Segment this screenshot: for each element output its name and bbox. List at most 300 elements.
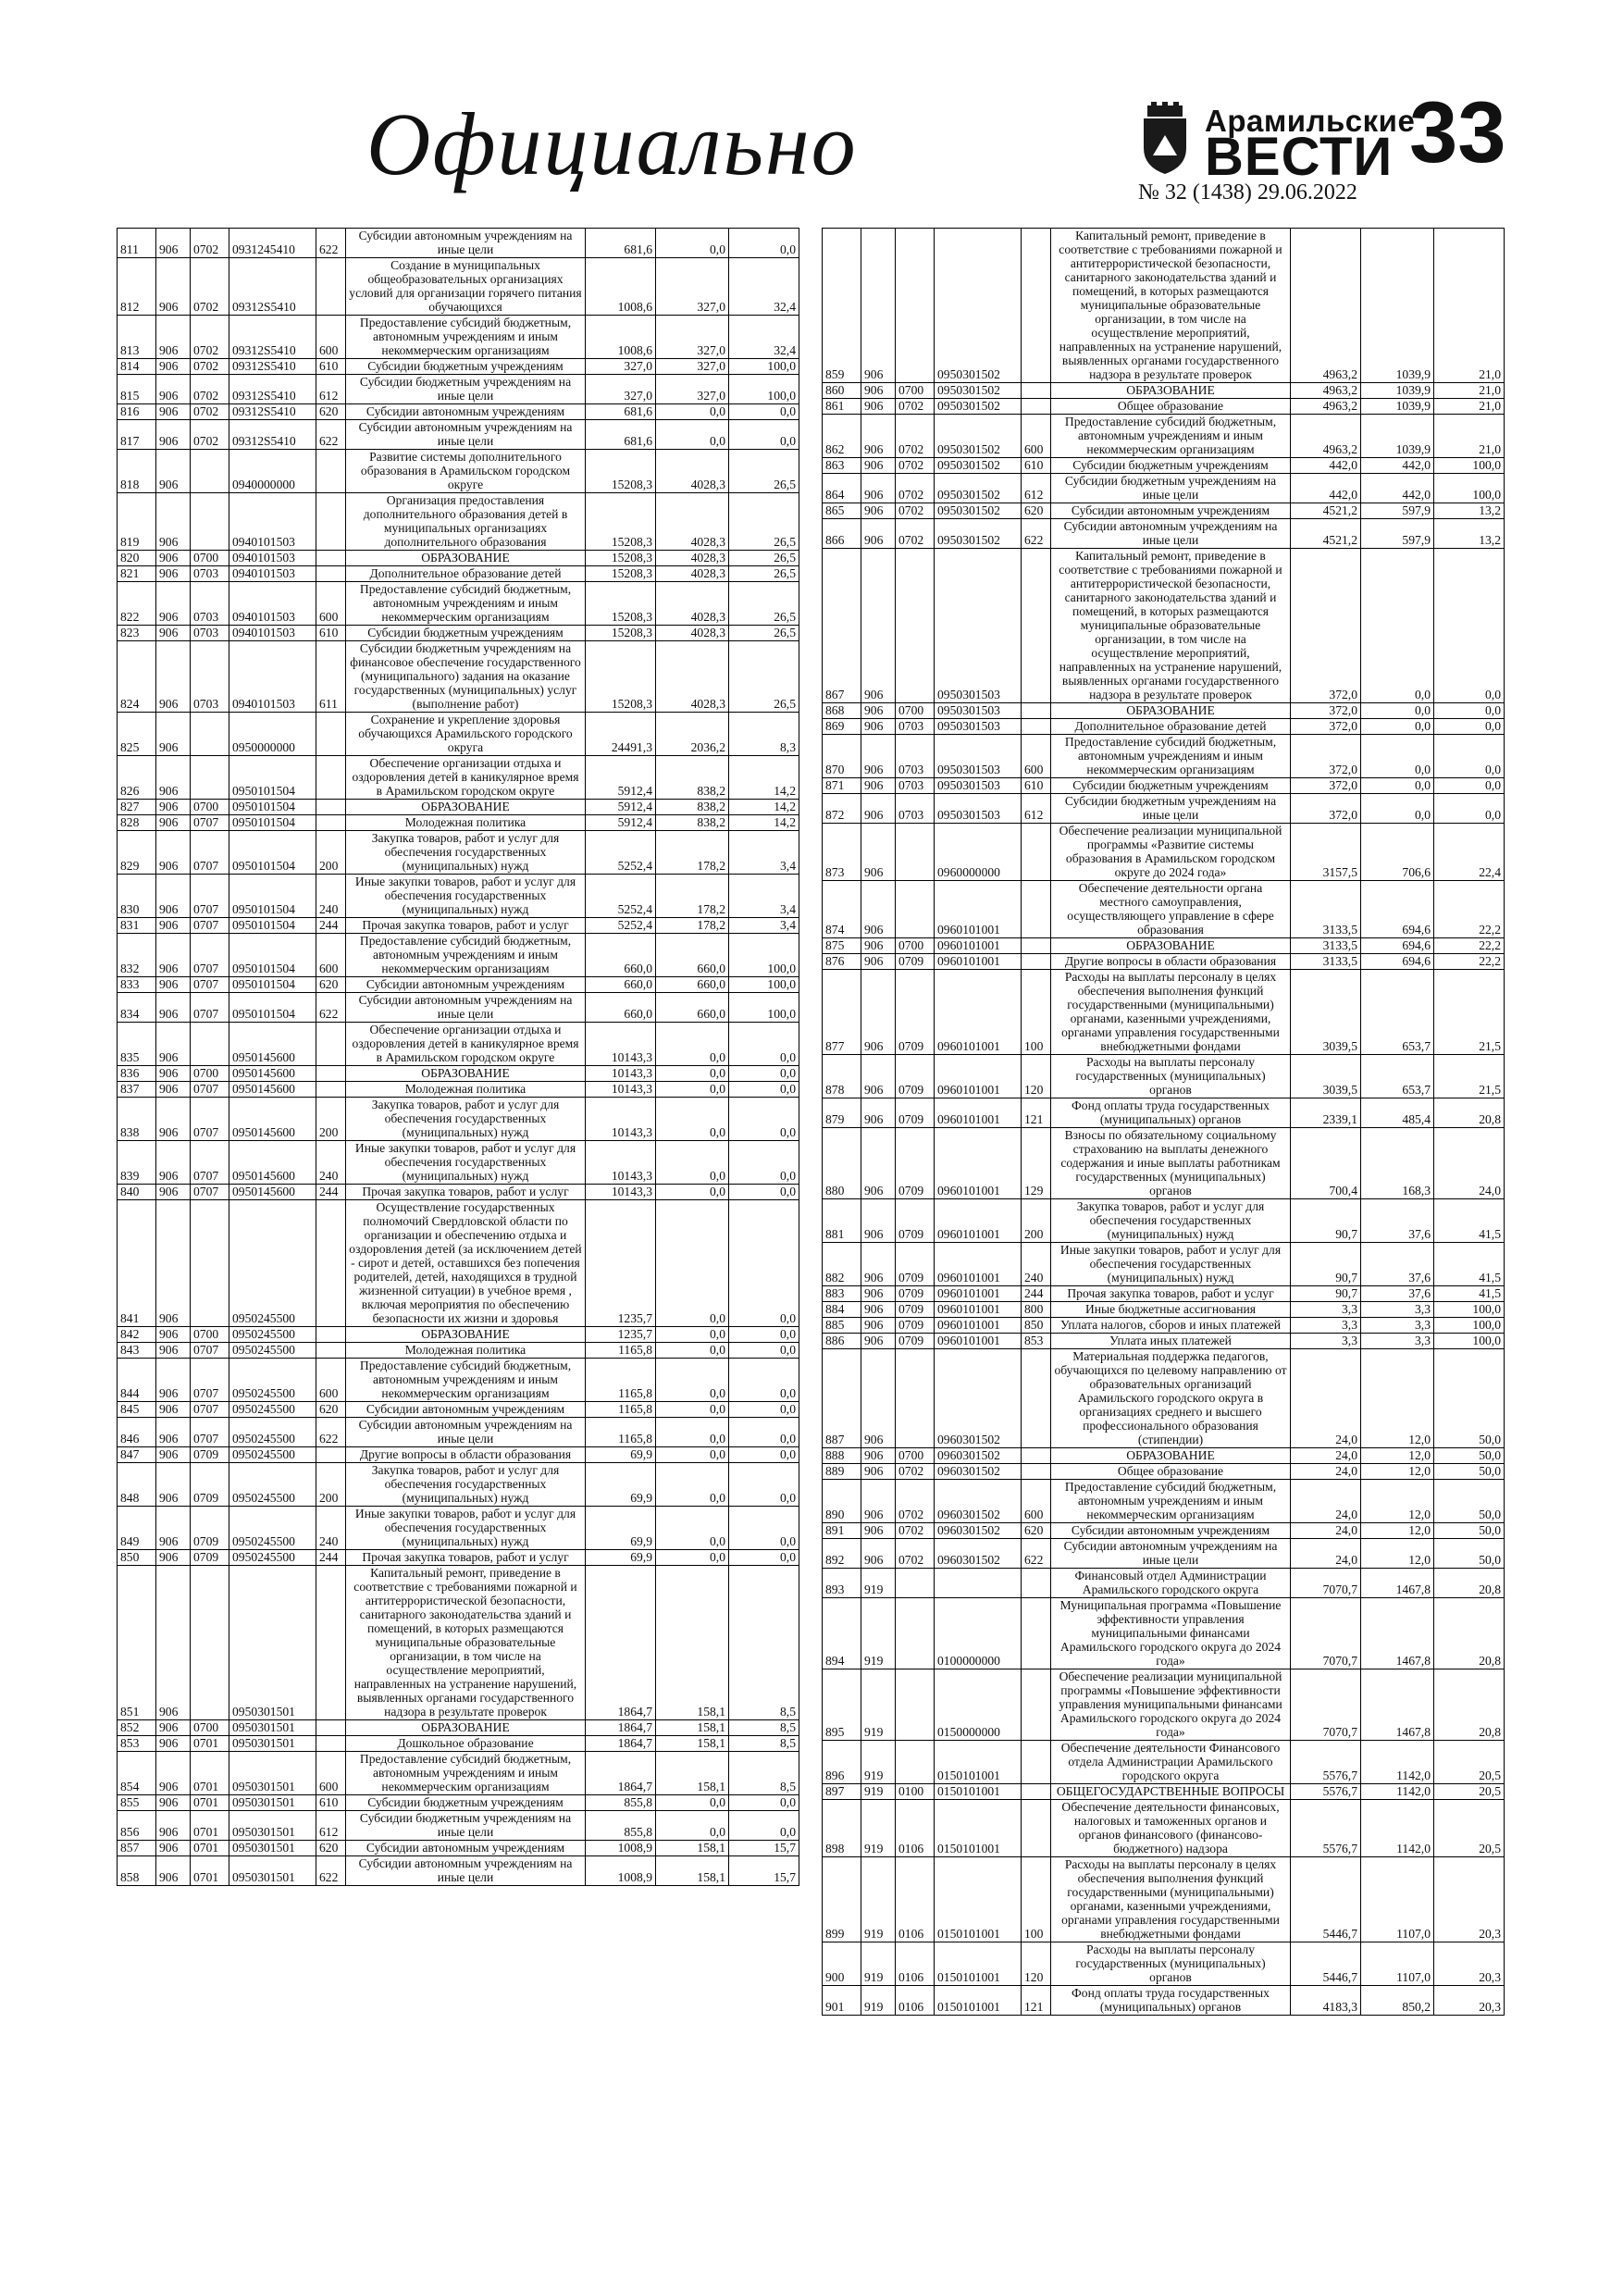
row-number: 811: [118, 229, 156, 258]
target-article-code: 0950145600: [229, 1098, 316, 1141]
section-code: 0703: [191, 566, 229, 582]
executed-amount: 0,0: [656, 1343, 729, 1359]
section-code: 0702: [896, 458, 935, 474]
planned-amount: 4963,2: [1291, 399, 1361, 415]
execution-percent: 21,5: [1434, 1055, 1505, 1098]
section-code: 0709: [896, 1243, 935, 1286]
row-number: 889: [823, 1464, 861, 1480]
description: Закупка товаров, работ и услуг для обеспечения государственных (муниципальных) нужд: [346, 831, 586, 875]
admin-code: 906: [156, 1811, 191, 1841]
description: Субсидии автономным учреждениям: [346, 1841, 586, 1856]
description: Расходы на выплаты персоналу государственных (муниципальных) органов: [1051, 1055, 1291, 1098]
executed-amount: 37,6: [1361, 1199, 1434, 1243]
target-article-code: 0950301501: [229, 1736, 316, 1752]
table-row: [823, 1569, 1505, 1598]
target-article-code: 09312S5410: [229, 359, 316, 375]
target-article-code: 0950245500: [229, 1402, 316, 1418]
description: ОБРАЗОВАНИЕ: [346, 1066, 586, 1082]
section-code: 0702: [896, 415, 935, 458]
execution-percent: 100,0: [729, 934, 799, 977]
expense-type-code: [1022, 1448, 1051, 1464]
table-row: [823, 1784, 1505, 1800]
expense-type-code: 622: [316, 1418, 346, 1447]
execution-percent: 100,0: [729, 977, 799, 993]
target-article-code: 0960101001: [935, 1055, 1022, 1098]
expense-type-code: [316, 1566, 346, 1720]
expense-type-code: 200: [1022, 1199, 1051, 1243]
description: Расходы на выплаты персоналу государственных (муниципальных) органов: [1051, 1942, 1291, 1986]
executed-amount: 0,0: [1361, 778, 1434, 794]
expense-type-code: [316, 551, 346, 566]
expense-type-code: 610: [316, 1795, 346, 1811]
planned-amount: 1864,7: [586, 1720, 656, 1736]
target-article-code: 0950245500: [229, 1343, 316, 1359]
target-article-code: 0940101503: [229, 493, 316, 551]
section-code: 0707: [191, 1418, 229, 1447]
row-number: 881: [823, 1199, 861, 1243]
expense-type-code: 200: [316, 1098, 346, 1141]
admin-code: 906: [156, 934, 191, 977]
admin-code: 906: [156, 993, 191, 1023]
description: Осуществление государственных полномочий Свердловской области по организации и обеспечению отдыха и оздоровления детей (за исключением детей - сирот и детей, оставшихся без попечения родителей, детей, находящихся в трудной жизненной ситуации) в учебное время , включая мероприятия по обеспечению безопасности их жизни и здоровья: [346, 1200, 586, 1327]
row-number: 851: [118, 1566, 156, 1720]
row-number: 822: [118, 582, 156, 626]
expense-type-code: [316, 713, 346, 756]
target-article-code: 0950301501: [229, 1720, 316, 1736]
section-code: 0709: [896, 1318, 935, 1334]
expense-type-code: [316, 800, 346, 815]
target-article-code: 09312S5410: [229, 258, 316, 316]
section-title: Официально: [366, 94, 858, 193]
section-code: 0702: [191, 375, 229, 404]
expense-type-code: [316, 1736, 346, 1752]
table-row: [118, 1752, 799, 1795]
planned-amount: 10143,3: [586, 1141, 656, 1185]
execution-percent: 22,2: [1434, 938, 1505, 954]
description: Расходы на выплаты персоналу в целях обеспечения выполнения функций государственными (муниципальными) органами, казенными учреждениями, органами управления государственными внебюджетными фондами: [1051, 1857, 1291, 1942]
description: Иные закупки товаров, работ и услуг для обеспечения государственных (муниципальных) нужд: [346, 1141, 586, 1185]
admin-code: 906: [156, 1023, 191, 1066]
description: Сохранение и укрепление здоровья обучающихся Арамильского городского округа: [346, 713, 586, 756]
target-article-code: 0150101001: [935, 1800, 1022, 1857]
expense-type-code: [1022, 1741, 1051, 1784]
executed-amount: 442,0: [1361, 474, 1434, 503]
section-code: 0703: [191, 641, 229, 713]
description: Субсидии бюджетным учреждениям: [1051, 778, 1291, 794]
target-article-code: 0960301502: [935, 1480, 1022, 1523]
table-row: [823, 474, 1505, 503]
description: Субсидии автономным учреждениям на иные цели: [346, 1856, 586, 1886]
section-code: 0703: [896, 794, 935, 824]
section-code: 0700: [191, 1720, 229, 1736]
section-code: 0709: [191, 1550, 229, 1566]
row-number: 884: [823, 1302, 861, 1318]
target-article-code: 0950301501: [229, 1566, 316, 1720]
row-number: 866: [823, 519, 861, 549]
row-number: 853: [118, 1736, 156, 1752]
description: Организация предоставления дополнительного образования детей в муниципальных организациях дополнительного образования: [346, 493, 586, 551]
execution-percent: 3,4: [729, 831, 799, 875]
section-code: 0701: [191, 1752, 229, 1795]
target-article-code: 0950101504: [229, 875, 316, 918]
row-number: 840: [118, 1185, 156, 1200]
admin-code: 906: [861, 1055, 896, 1098]
admin-code: 906: [861, 503, 896, 519]
target-article-code: [935, 1569, 1022, 1598]
row-number: 836: [118, 1066, 156, 1082]
row-number: 841: [118, 1200, 156, 1327]
planned-amount: 372,0: [1291, 719, 1361, 735]
row-number: 868: [823, 703, 861, 719]
execution-percent: 26,5: [729, 493, 799, 551]
target-article-code: 0940101503: [229, 641, 316, 713]
target-article-code: 0950101504: [229, 993, 316, 1023]
executed-amount: 158,1: [656, 1752, 729, 1795]
description: ОБЩЕГОСУДАРСТВЕННЫЕ ВОПРОСЫ: [1051, 1784, 1291, 1800]
planned-amount: 4963,2: [1291, 229, 1361, 383]
description: Обеспечение реализации муниципальной программы «Повышение эффективности управления муниципальными финансами Арамильского городского округа до 2024 года»: [1051, 1669, 1291, 1741]
admin-code: 906: [156, 450, 191, 493]
executed-amount: 4028,3: [656, 551, 729, 566]
row-number: 815: [118, 375, 156, 404]
executed-amount: 327,0: [656, 316, 729, 359]
target-article-code: 0950301502: [935, 415, 1022, 458]
execution-percent: 0,0: [1434, 703, 1505, 719]
target-article-code: 0960301502: [935, 1464, 1022, 1480]
section-code: [191, 493, 229, 551]
table-row: [118, 1447, 799, 1463]
planned-amount: 4963,2: [1291, 415, 1361, 458]
executed-amount: 0,0: [1361, 794, 1434, 824]
execution-percent: 0,0: [729, 229, 799, 258]
planned-amount: 10143,3: [586, 1066, 656, 1082]
expense-type-code: [1022, 719, 1051, 735]
planned-amount: 69,9: [586, 1550, 656, 1566]
description: Прочая закупка товаров, работ и услуг: [346, 918, 586, 934]
executed-amount: 4028,3: [656, 493, 729, 551]
expense-type-code: [316, 566, 346, 582]
executed-amount: 0,0: [656, 404, 729, 420]
execution-percent: 100,0: [1434, 1334, 1505, 1349]
section-code: 0709: [191, 1447, 229, 1463]
executed-amount: 0,0: [656, 1141, 729, 1185]
row-number: 837: [118, 1082, 156, 1098]
admin-code: 919: [861, 1598, 896, 1669]
section-code: 0707: [191, 1082, 229, 1098]
section-code: 0701: [191, 1736, 229, 1752]
description: Обеспечение организации отдыха и оздоровления детей в каникулярное время в Арамильском городском округе: [346, 1023, 586, 1066]
target-article-code: 0950145600: [229, 1066, 316, 1082]
expense-type-code: 611: [316, 641, 346, 713]
execution-percent: 0,0: [729, 404, 799, 420]
planned-amount: 5252,4: [586, 875, 656, 918]
row-number: 893: [823, 1569, 861, 1598]
section-code: 0700: [896, 703, 935, 719]
target-article-code: 0950301502: [935, 383, 1022, 399]
admin-code: 906: [156, 316, 191, 359]
admin-code: 906: [156, 566, 191, 582]
planned-amount: 3133,5: [1291, 881, 1361, 938]
section-code: 0700: [191, 1327, 229, 1343]
target-article-code: 0950145600: [229, 1185, 316, 1200]
description: Субсидии бюджетным учреждениям на иные цели: [1051, 474, 1291, 503]
target-article-code: 0950301503: [935, 778, 1022, 794]
execution-percent: 13,2: [1434, 519, 1505, 549]
table-row: [823, 1800, 1505, 1857]
admin-code: 906: [861, 1199, 896, 1243]
table-row: [118, 1200, 799, 1327]
target-article-code: 0950301503: [935, 735, 1022, 778]
row-number: 833: [118, 977, 156, 993]
execution-percent: 0,0: [1434, 719, 1505, 735]
planned-amount: 5576,7: [1291, 1784, 1361, 1800]
execution-percent: 0,0: [729, 1402, 799, 1418]
description: Закупка товаров, работ и услуг для обеспечения государственных (муниципальных) нужд: [346, 1098, 586, 1141]
target-article-code: 0950245500: [229, 1200, 316, 1327]
section-code: 0702: [896, 474, 935, 503]
row-number: 816: [118, 404, 156, 420]
page-number: 33: [1409, 83, 1506, 180]
table-row: [823, 1942, 1505, 1986]
expense-type-code: 610: [1022, 458, 1051, 474]
table-row: [823, 735, 1505, 778]
description: Общее образование: [1051, 1464, 1291, 1480]
description: Субсидии автономным учреждениям: [346, 404, 586, 420]
executed-amount: 653,7: [1361, 970, 1434, 1055]
description: Иные бюджетные ассигнования: [1051, 1302, 1291, 1318]
target-article-code: 0960101001: [935, 970, 1022, 1055]
table-row: [118, 641, 799, 713]
execution-percent: 20,5: [1434, 1741, 1505, 1784]
description: Предоставление субсидий бюджетным, автономным учреждениям и иным некоммерческим организациям: [1051, 1480, 1291, 1523]
row-number: 838: [118, 1098, 156, 1141]
execution-percent: 50,0: [1434, 1480, 1505, 1523]
table-row: [118, 229, 799, 258]
target-article-code: 0150101001: [935, 1784, 1022, 1800]
planned-amount: 660,0: [586, 977, 656, 993]
executed-amount: 0,0: [656, 1359, 729, 1402]
target-article-code: 0950301502: [935, 503, 1022, 519]
target-article-code: 0950301502: [935, 458, 1022, 474]
row-number: 894: [823, 1598, 861, 1669]
section-code: [896, 1669, 935, 1741]
executed-amount: 0,0: [656, 1327, 729, 1343]
executed-amount: 485,4: [1361, 1098, 1434, 1128]
expense-type-code: 612: [316, 1811, 346, 1841]
table-row: [823, 954, 1505, 970]
planned-amount: 1235,7: [586, 1200, 656, 1327]
target-article-code: 0960101001: [935, 1302, 1022, 1318]
executed-amount: 597,9: [1361, 519, 1434, 549]
planned-amount: 5252,4: [586, 831, 656, 875]
execution-percent: 8,5: [729, 1566, 799, 1720]
target-article-code: 0950301502: [935, 474, 1022, 503]
planned-amount: 24,0: [1291, 1523, 1361, 1539]
description: Субсидии автономным учреждениям на иные цели: [346, 229, 586, 258]
target-article-code: 0950301503: [935, 719, 1022, 735]
expense-type-code: 100: [1022, 970, 1051, 1055]
section-code: 0702: [896, 1480, 935, 1523]
executed-amount: 158,1: [656, 1856, 729, 1886]
row-number: 896: [823, 1741, 861, 1784]
description: Иные закупки товаров, работ и услуг для обеспечения государственных (муниципальных) нужд: [346, 875, 586, 918]
admin-code: 906: [861, 778, 896, 794]
admin-code: 906: [156, 1463, 191, 1507]
table-row: [118, 566, 799, 582]
executed-amount: 3,3: [1361, 1302, 1434, 1318]
expense-type-code: [316, 815, 346, 831]
row-number: 843: [118, 1343, 156, 1359]
description: Субсидии автономным учреждениям на иные цели: [346, 993, 586, 1023]
target-article-code: 0940000000: [229, 450, 316, 493]
table-row: [823, 1464, 1505, 1480]
description: Предоставление субсидий бюджетным, автономным учреждениям и иным некоммерческим организациям: [346, 934, 586, 977]
table-row: [823, 1480, 1505, 1523]
planned-amount: 1165,8: [586, 1359, 656, 1402]
description: Субсидии автономным учреждениям на иные цели: [346, 420, 586, 450]
target-article-code: 0100000000: [935, 1598, 1022, 1669]
admin-code: 906: [861, 229, 896, 383]
target-article-code: 0950101504: [229, 815, 316, 831]
planned-amount: 4963,2: [1291, 383, 1361, 399]
table-row: [118, 1566, 799, 1720]
admin-code: 906: [156, 229, 191, 258]
admin-code: 906: [156, 359, 191, 375]
row-number: 875: [823, 938, 861, 954]
section-code: 0700: [191, 1066, 229, 1082]
planned-amount: 15208,3: [586, 566, 656, 582]
description: Субсидии бюджетным учреждениям: [346, 626, 586, 641]
table-row: [823, 399, 1505, 415]
table-row: [118, 1402, 799, 1418]
table-row: [118, 1795, 799, 1811]
admin-code: 906: [156, 1720, 191, 1736]
row-number: 852: [118, 1720, 156, 1736]
planned-amount: 24,0: [1291, 1480, 1361, 1523]
description: Прочая закупка товаров, работ и услуг: [1051, 1286, 1291, 1302]
planned-amount: 327,0: [586, 359, 656, 375]
admin-code: 906: [861, 703, 896, 719]
executed-amount: 694,6: [1361, 881, 1434, 938]
executed-amount: 12,0: [1361, 1523, 1434, 1539]
table-row: [823, 1857, 1505, 1942]
target-article-code: 0960101001: [935, 938, 1022, 954]
section-code: 0709: [191, 1507, 229, 1550]
table-row: [823, 503, 1505, 519]
section-code: [896, 824, 935, 881]
planned-amount: 24491,3: [586, 713, 656, 756]
planned-amount: 5446,7: [1291, 1942, 1361, 1986]
section-code: 0709: [191, 1463, 229, 1507]
row-number: 864: [823, 474, 861, 503]
expense-type-code: 240: [1022, 1243, 1051, 1286]
row-number: 830: [118, 875, 156, 918]
table-row: [118, 713, 799, 756]
table-row: [118, 1550, 799, 1566]
planned-amount: 10143,3: [586, 1082, 656, 1098]
planned-amount: 15208,3: [586, 450, 656, 493]
expense-type-code: 620: [316, 1841, 346, 1856]
row-number: 869: [823, 719, 861, 735]
description: Дошкольное образование: [346, 1736, 586, 1752]
execution-percent: 0,0: [729, 1795, 799, 1811]
description: Субсидии автономным учреждениям на иные цели: [1051, 1539, 1291, 1569]
expense-type-code: [1022, 881, 1051, 938]
expense-type-code: 850: [1022, 1318, 1051, 1334]
planned-amount: 24,0: [1291, 1349, 1361, 1448]
table-row: [118, 551, 799, 566]
expense-type-code: 244: [316, 1185, 346, 1200]
target-article-code: 0950245500: [229, 1550, 316, 1566]
target-article-code: 0960000000: [935, 824, 1022, 881]
execution-percent: 0,0: [729, 420, 799, 450]
row-number: 825: [118, 713, 156, 756]
section-code: 0106: [896, 1942, 935, 1986]
table-row: [823, 938, 1505, 954]
execution-percent: 0,0: [729, 1507, 799, 1550]
expense-type-code: 622: [316, 229, 346, 258]
section-code: 0702: [191, 316, 229, 359]
planned-amount: 5912,4: [586, 756, 656, 800]
target-article-code: 0940101503: [229, 566, 316, 582]
admin-code: 906: [861, 1464, 896, 1480]
description: Создание в муниципальных общеобразовательных организациях условий для организации горячего питания обучающихся: [346, 258, 586, 316]
execution-percent: 0,0: [729, 1200, 799, 1327]
planned-amount: 15208,3: [586, 493, 656, 551]
target-article-code: 0960301502: [935, 1523, 1022, 1539]
table-row: [118, 582, 799, 626]
expense-type-code: 600: [316, 316, 346, 359]
table-row: [118, 1185, 799, 1200]
admin-code: 906: [861, 1286, 896, 1302]
table-row: [118, 1811, 799, 1841]
admin-code: 906: [861, 1318, 896, 1334]
target-article-code: 0950301501: [229, 1795, 316, 1811]
row-number: 862: [823, 415, 861, 458]
admin-code: 906: [156, 551, 191, 566]
admin-code: 919: [861, 1569, 896, 1598]
planned-amount: 681,6: [586, 404, 656, 420]
row-number: 856: [118, 1811, 156, 1841]
admin-code: 906: [861, 719, 896, 735]
target-article-code: 0950101504: [229, 918, 316, 934]
budget-table-left: [117, 228, 799, 1886]
section-code: [191, 1566, 229, 1720]
row-number: 883: [823, 1286, 861, 1302]
execution-percent: 0,0: [1434, 794, 1505, 824]
planned-amount: 3157,5: [1291, 824, 1361, 881]
section-code: 0106: [896, 1857, 935, 1942]
admin-code: 906: [156, 1359, 191, 1402]
section-code: 0703: [896, 735, 935, 778]
executed-amount: 694,6: [1361, 938, 1434, 954]
expense-type-code: 244: [1022, 1286, 1051, 1302]
row-number: 850: [118, 1550, 156, 1566]
row-number: 891: [823, 1523, 861, 1539]
executed-amount: 4028,3: [656, 450, 729, 493]
planned-amount: 1864,7: [586, 1752, 656, 1795]
description: Капитальный ремонт, приведение в соответствие с требованиями пожарной и антитеррористической безопасности, санитарного законодательства зданий и помещений, в которых размещаются муниципальные образовательные организации, в том числе на осуществление мероприятий, направленных на устранение нарушений, выявленных органами государственного надзора в результате проверок: [346, 1566, 586, 1720]
planned-amount: 855,8: [586, 1811, 656, 1841]
executed-amount: 0,0: [656, 420, 729, 450]
planned-amount: 5576,7: [1291, 1800, 1361, 1857]
expense-type-code: [1022, 1598, 1051, 1669]
table-row: [118, 1736, 799, 1752]
expense-type-code: [316, 450, 346, 493]
description: Предоставление субсидий бюджетным, автономным учреждениям и иным некоммерческим организациям: [1051, 735, 1291, 778]
section-code: [191, 450, 229, 493]
description: Субсидии автономным учреждениям на иные цели: [1051, 519, 1291, 549]
